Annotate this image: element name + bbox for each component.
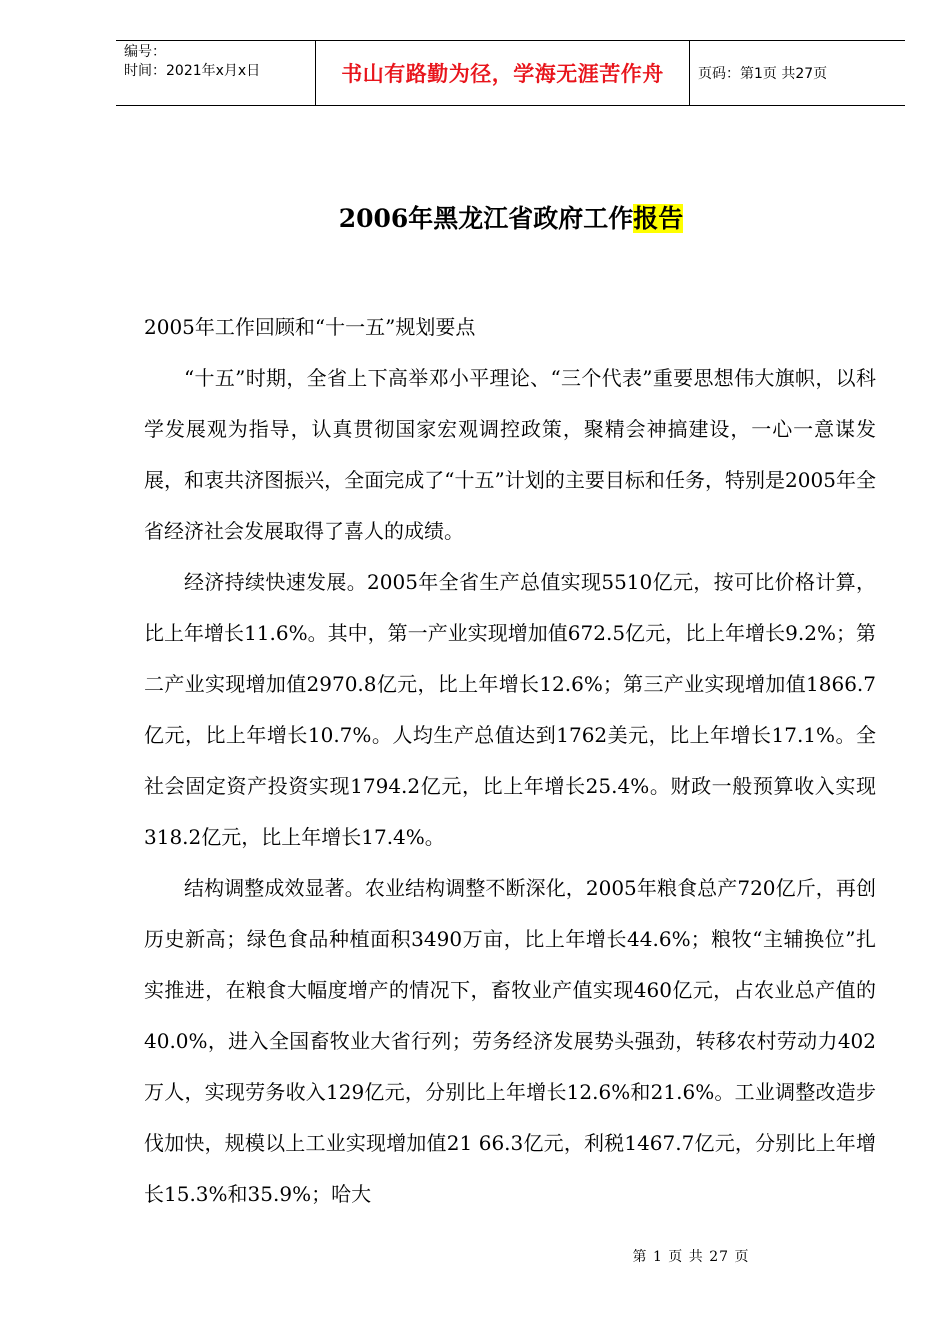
document-body — [144, 302, 876, 1220]
header-table — [116, 40, 905, 106]
document-number: 编号： — [124, 44, 166, 60]
header-page-cell — [690, 41, 905, 105]
body-paragraph: 经济持续快速发展。2005年全省生产总值实现5510亿元，按可比价格计算，比上年增长11.6%。其中，第一产业实现增加值672.5亿元，比上年增长9.2%；第二产业实现增加值2970.8亿元，比上年增长12.6%；第三产业实现增加值1866.7亿元，比上年增长10.7%。人均生产总值达到1762美元，比上年增长17.1%。全社会固定资产投资实现1794.2亿元，比上年增长25.4%。财政一般预算收入实现318.2亿元，比上年增长17.4%。 — [144, 570, 876, 849]
document-title — [36, 201, 950, 237]
body-paragraph: 结构调整成效显著。农业结构调整不断深化，2005年粮食总产720亿斤，再创历史新高；绿色食品种植面积3490万亩，比上年增长44.6%；粮牧“主辅换位”扎实推进，在粮食大幅度增产的情况下，畜牧业产值实现460亿元，占农业总产值的40.0%，进入全国畜牧业大省行列；劳务经济发展势头强劲，转移农村劳动力402万人，实现劳务收入129亿元，分别比上年增长12.6%和21.6%。工业调整改造步伐加快，规模以上工业实现增加值21 66.3亿元，利税1467.7亿元，分别比上年增长15.3%和35.9%；哈大 — [144, 876, 876, 1206]
page-footer: 第 1 页 共 27 页 — [632, 1249, 750, 1265]
body-paragraph: “十五”时期，全省上下高举邓小平理论、“三个代表”重要思想伟大旗帜，以科学发展观为指导，认真贯彻国家宏观调控政策，聚精会神搞建设，一心一意谋发展，和衷共济图振兴，全面完成了“十五”计划的主要目标和任务，特别是2005年全省经济社会发展取得了喜人的成绩。 — [144, 366, 876, 543]
header-page-number: 页码：第1页 共27页 — [698, 66, 828, 82]
document-title-highlight: 报告 — [633, 204, 684, 233]
header-motto-cell — [316, 41, 690, 105]
document-date: 时间：2021年x月x日 — [124, 63, 261, 79]
document-title-main: 2006年黑龙江省政府工作 — [338, 204, 634, 233]
header-meta-cell — [116, 41, 316, 105]
section-heading: 2005年工作回顾和“十一五”规划要点 — [144, 315, 476, 339]
header-motto: 书山有路勤为径，学海无涯苦作舟 — [341, 62, 664, 86]
